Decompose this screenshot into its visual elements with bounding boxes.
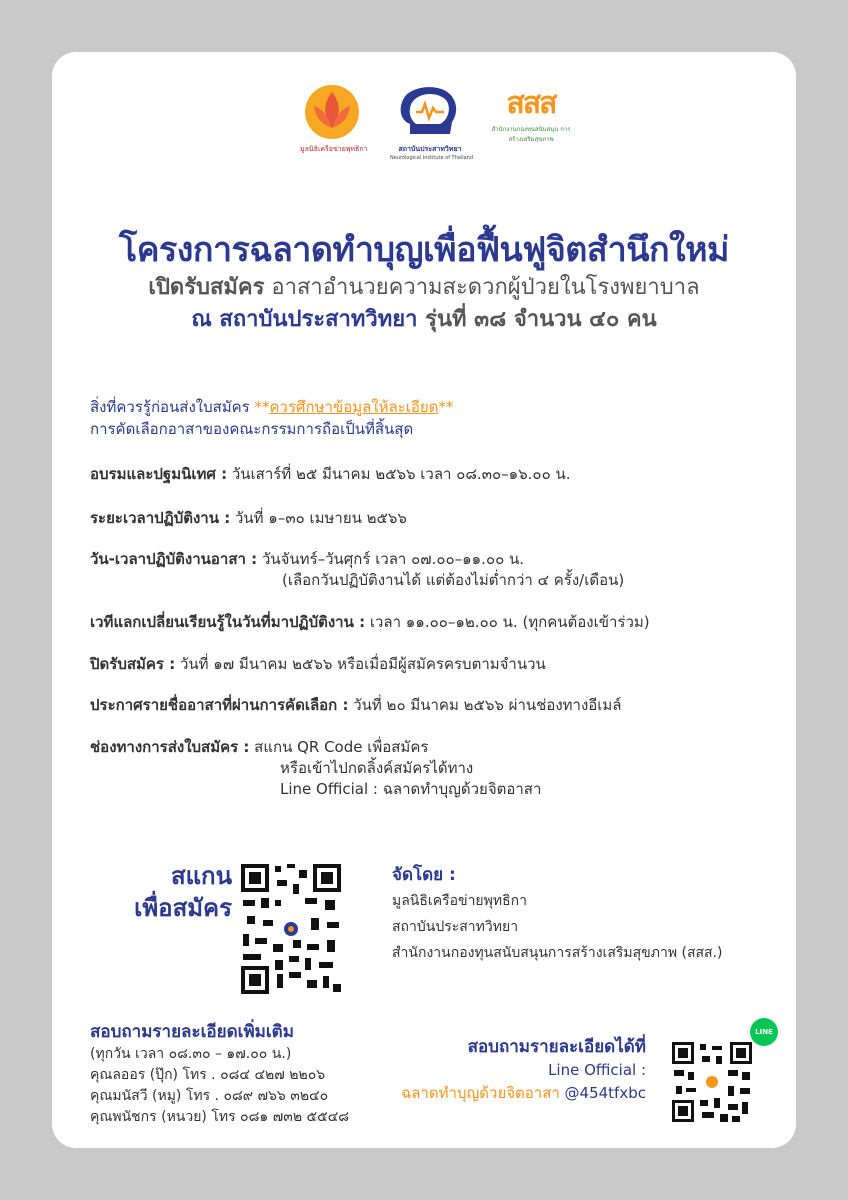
scan-line-1: สแกน [170, 862, 232, 890]
foundation-logo [300, 84, 368, 155]
scan-line-2: เพื่อสมัคร [134, 894, 232, 922]
exchange-value: เวลา ๑๑.๐๐–๑๒.๐๐ น. (ทุกคนต้องเข้าร่วม) [365, 613, 650, 631]
schedule-note: (เลือกวันปฏิบัติงานได้ แต่ต้องไม่ต่ำกว่า ๔ ครั้ง/เดือน) [282, 571, 625, 589]
scan-to-apply-text [102, 860, 232, 924]
period-label: ระยะเวลาปฏิบัติงาน : [90, 509, 231, 527]
channel-value: สแกน QR Code เพื่อสมัคร [249, 738, 429, 756]
training-value: วันเสาร์ที่ ๒๕ มีนาคม ๒๕๖๖ เวลา ๐๘.๓๐–๑๖.๐๐ น. [227, 465, 571, 483]
contact-block [90, 1020, 349, 1128]
schedule-value: วันจันทร์–วันศุกร์ เวลา ๐๗.๐๐–๑๑.๐๐ น. [257, 550, 525, 568]
title-line-2 [52, 272, 796, 304]
neuro-institute-caption: สถาบันประสาทวิทยา [398, 145, 462, 153]
head-profile-logo-icon [390, 84, 470, 140]
announce-label: ประกาศรายชื่ออาสาที่ผ่านการคัดเลือก : [90, 696, 349, 714]
contact-heading: สอบถามรายละเอียดเพิ่มเติม [90, 1022, 294, 1042]
title-line-3-venue: ณ สถาบันประสาทวิทยา [191, 307, 418, 332]
title-line-3 [52, 304, 796, 336]
line-contact-heading: สอบถามรายละเอียดได้ที่ [467, 1037, 646, 1057]
announce-value: วันที่ ๒๐ มีนาคม ๒๕๖๖ ผ่านช่องทางอีเมล์ [348, 696, 622, 714]
notice-block [90, 396, 453, 440]
organizer-item: มูลนิธิเครือข่ายพุทธิกา [392, 893, 527, 909]
sss-logo-mark: สสส [506, 86, 556, 121]
title-line-2-bold: เปิดรับสมัคร [148, 275, 265, 300]
period-info [90, 508, 407, 529]
organizer-item: สถาบันประสาทวิทยา [392, 919, 519, 935]
schedule-info [90, 549, 624, 591]
foundation-logo-caption: มูลนิธิเครือข่ายพุทธิกา [300, 145, 368, 153]
sss-logo-caption: สำนักงานกองทุนสนับสนุน การสร้างเสริมสุขภาพ [491, 126, 571, 143]
line-account-id: @454tfxbc [559, 1084, 646, 1102]
period-value: วันที่ ๑–๓๐ เมษายน ๒๕๖๖ [230, 509, 407, 527]
notice-prefix: สิ่งที่ควรรู้ก่อนส่งใบสมัคร [90, 398, 255, 416]
line-official-label: Line Official : [548, 1061, 646, 1079]
lotus-logo-icon [300, 84, 364, 140]
channel-info [90, 737, 541, 800]
organizer-item: สำนักงานกองทุนสนับสนุนการสร้างเสริมสุขภาพ (สสส.) [392, 945, 723, 961]
line-account-name: ฉลาดทำบุญด้วยจิตอาสา [401, 1084, 560, 1102]
notice-line-2: การคัดเลือกอาสาของคณะกรรมการถือเป็นที่สิ้นสุด [90, 420, 414, 438]
channel-label: ช่องทางการส่งใบสมัคร : [90, 738, 250, 756]
exchange-label: เวทีแลกเปลี่ยนเรียนรู้ในวันที่มาปฏิบัติงาน : [90, 613, 366, 631]
announce-info [90, 695, 622, 716]
training-label: อบรมและปฐมนิเทศ : [90, 465, 228, 483]
contact-person: คุณพนัชกร (หนวย) โทร ๐๘๑ ๗๓๒ ๕๕๔๘ [90, 1109, 350, 1125]
notice-star-close: ** [438, 398, 454, 416]
line-qr-code-icon[interactable] [672, 1042, 752, 1122]
organizer-heading: จัดโดย : [392, 865, 456, 885]
schedule-label: วัน-เวลาปฏิบัติงานอาสา : [90, 550, 258, 568]
organizer-block [392, 862, 723, 966]
title-line-3-rest: รุ่นที่ ๓๘ จำนวน ๔๐ คน [417, 307, 657, 332]
neuro-institute-logo [390, 84, 474, 161]
training-info [90, 464, 571, 485]
title-line-2-rest: อาสาอำนวยความสะดวกผู้ป่วยในโรงพยาบาล [264, 275, 700, 300]
contact-person: คุณลออร (ปุ๊ก) โทร . ๐๘๔ ๔๒๗ ๒๒๐๖ [90, 1067, 326, 1083]
notice-star-open: ** [254, 398, 270, 416]
close-info [90, 654, 546, 675]
logo-row [52, 84, 796, 164]
poster-card [52, 52, 796, 1148]
contact-hours: (ทุกวัน เวลา ๐๘.๓๐ – ๑๗.๐๐ น.) [90, 1046, 292, 1062]
close-value: วันที่ ๑๗ มีนาคม ๒๕๖๖ หรือเมื่อมีผู้สมัครครบตามจำนวน [175, 655, 546, 673]
application-qr-code-icon[interactable] [240, 864, 342, 994]
exchange-info [90, 612, 650, 633]
line-app-icon: LINE [750, 1018, 778, 1046]
contact-person: คุณมนัสวี (หมู) โทร . ๐๘๙ ๗๖๖ ๓๒๔๐ [90, 1088, 329, 1104]
line-official-account[interactable] [392, 1082, 646, 1105]
notice-emphasis: ควรศึกษาข้อมูลให้ละเอียด [269, 398, 439, 416]
channel-line-2: หรือเข้าไปกดลิ้งค์สมัครได้ทาง [280, 759, 474, 777]
channel-line-3: Line Official : ฉลาดทำบุญด้วยจิตอาสา [280, 780, 542, 798]
close-label: ปิดรับสมัคร : [90, 655, 176, 673]
title-block [52, 228, 796, 336]
line-contact-block [392, 1036, 646, 1105]
sss-logo [486, 84, 576, 144]
neuro-institute-caption-en: Neurological Institute of Thailand [390, 155, 474, 161]
project-title: โครงการฉลาดทำบุญเพื่อฟื้นฟูจิตสำนึกใหม่ [119, 230, 729, 270]
notice-line-1 [90, 396, 453, 418]
